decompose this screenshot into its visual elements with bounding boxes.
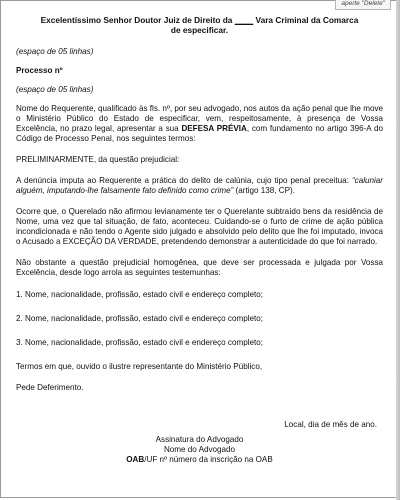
nao-obstante-paragraph: Não obstante a questão prejudicial homogênea, que deve ser processada e julgada por Vossa Excelência, desde logo arrola as seguintes testemunhas: — [16, 258, 383, 277]
oab-line — [16, 455, 383, 465]
date-line: Local, dia de mês de ano. — [284, 420, 377, 429]
preliminar-paragraph — [16, 155, 383, 165]
page-edge-shadow — [396, 0, 400, 500]
intro-text-end: , com fundamento no artigo 396-A do Código de Processo Penal, nos seguintes termos: — [16, 124, 383, 143]
header-blank: ____ — [234, 15, 254, 25]
witness-item: 3. Nome, nacionalidade, profissão, estado civil e endereço completo; — [16, 338, 264, 347]
denuncia-reference: (artigo 138, CP). — [233, 186, 295, 195]
preliminar-keyword: PRELIMINARMENTE — [16, 155, 94, 164]
space-note: (espaço de 05 linhas) — [16, 85, 94, 94]
denuncia-quote: “caluniar alguém, imputando-lhe falsamente fato definido como crime” — [16, 176, 383, 195]
delete-tooltip: aperte "Delete" — [335, 0, 391, 10]
witness-item: 2. Nome, nacionalidade, profissão, estado civil e endereço completo; — [16, 314, 264, 323]
oab-label: OAB — [126, 455, 145, 464]
deferimento-paragraph: Pede Deferimento. — [16, 383, 84, 392]
space-note: (espaço de 05 linhas) — [16, 47, 94, 56]
document-body — [16, 15, 383, 430]
header-line-1: Excelentíssimo Senhor Doutor Juiz de Direito da — [40, 15, 233, 25]
document-header — [16, 15, 383, 35]
defesa-previa-text: DEFESA PRÉVIA — [181, 124, 247, 133]
denuncia-text: A denúncia imputa ao Requerente a prática do delito de calúnia, cujo tipo penal preceitua: — [16, 176, 349, 185]
ocorre-paragraph: Ocorre que, o Querelado não afirmou levianamente ter o Querelante subtraído bens da residência de Nome, uma vez que tal situação, de fato, aconteceu. Cuidando-se o furto de crime de ação pública incondicionada e não tendo o Agente sido julgado e absolvido pelo delito que lhe foi imputado, invoca o Acusado a EXCEÇÃO DA VERDADE, pretendendo demonstrar a autenticidade do que foi narrado. — [16, 207, 383, 246]
header-line-2: Vara Criminal da Comarca de especificar. — [170, 15, 359, 35]
witness-item: 1. Nome, nacionalidade, profissão, estado civil e endereço completo; — [16, 290, 264, 299]
oab-number: /UF nº número da inscrição na OAB — [144, 455, 273, 464]
lawyer-name: Nome do Advogado — [163, 445, 236, 454]
denuncia-paragraph — [16, 176, 383, 196]
process-label: Processo nº — [16, 66, 63, 75]
signature-block — [16, 435, 383, 465]
preliminar-rest: , da questão prejudicial: — [93, 155, 180, 164]
intro-paragraph — [16, 104, 383, 144]
signature-line: Assinatura do Advogado — [155, 435, 244, 444]
intro-text: Nome do Requerente, qualificado às fls. nº, por seu advogado, nos autos da ação penal que lhe move o Ministério Público do Estado de especificar, vem, respeitosamente, à presença de Vossa Excelência, no prazo legal, apresentar a sua — [16, 104, 383, 133]
closing-paragraph: Termos em que, ouvido o ilustre representante do Ministério Público, — [16, 362, 263, 371]
